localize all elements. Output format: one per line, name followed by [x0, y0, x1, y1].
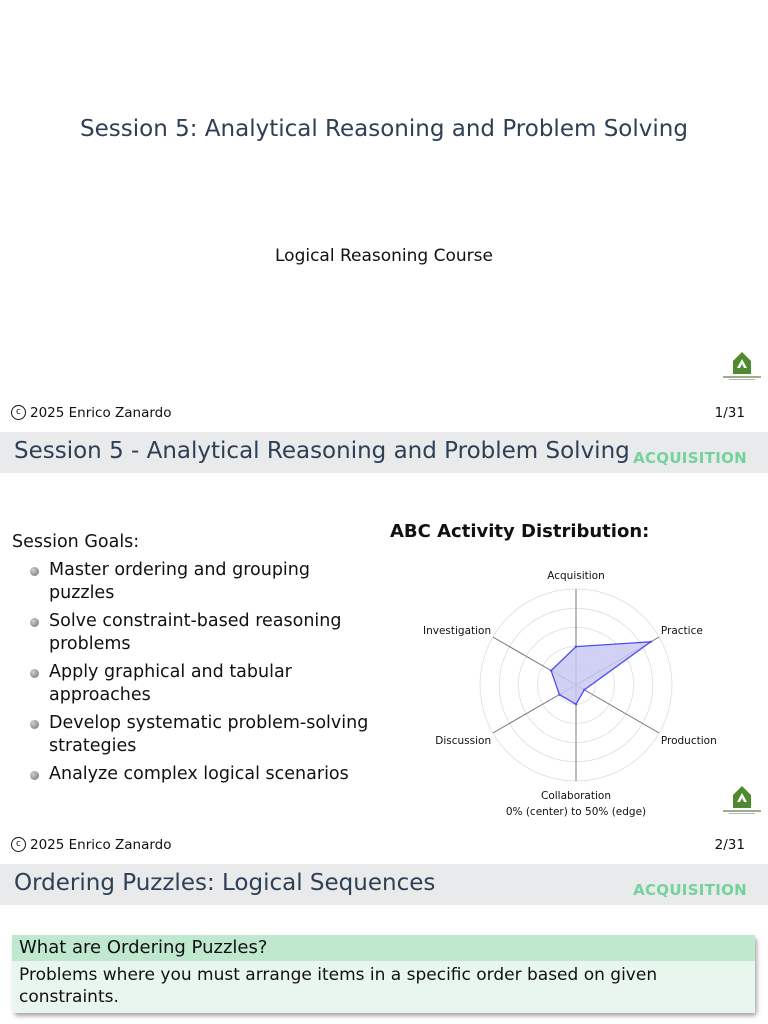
radar-point [650, 641, 652, 643]
footer-author: 2025 Enrico Zanardo [30, 405, 172, 421]
list-item: Analyze complex logical scenarios [30, 763, 375, 786]
header-bar [0, 432, 768, 473]
page-number: 2/31 [714, 837, 745, 853]
copyright-icon: c [11, 837, 26, 852]
academy-logo-icon [721, 784, 763, 816]
bullet-icon [30, 669, 39, 678]
footer-author: 2025 Enrico Zanardo [30, 837, 172, 853]
slide-header: Session 5 - Analytical Reasoning and Problem Solving [14, 438, 630, 464]
block-title: What are Ordering Puzzles? [12, 935, 755, 961]
goals-list [30, 559, 375, 791]
ordering-slide [0, 864, 768, 1024]
header-bar [0, 864, 768, 905]
radar-axis [576, 685, 659, 733]
bullet-icon [30, 720, 39, 729]
radar-category-label: Collaboration [541, 790, 611, 802]
slide-title: Session 5: Analytical Reasoning and Problem Solving [80, 116, 688, 142]
radar-point [583, 689, 585, 691]
radar-point [575, 645, 577, 647]
list-item: Develop systematic problem-solving strategies [30, 712, 375, 758]
chart-title: ABC Activity Distribution: [390, 521, 650, 542]
radar-category-label: Investigation [422, 625, 492, 637]
definition-block [12, 935, 755, 1013]
radar-category-label: Discussion [435, 735, 492, 747]
radar-series-area [551, 642, 651, 704]
copyright-icon: c [11, 405, 26, 420]
slide-subtitle: Logical Reasoning Course [275, 246, 493, 266]
list-item: Solve constraint-based reasoning problems [30, 610, 375, 656]
radar-point [575, 703, 577, 705]
title-slide [0, 0, 768, 432]
page-number: 1/31 [714, 405, 745, 421]
academy-logo-icon [721, 350, 763, 382]
radar-category-label: Practice [660, 625, 703, 637]
bullet-icon [30, 771, 39, 780]
bullet-icon [30, 567, 39, 576]
list-item: Master ordering and grouping puzzles [30, 559, 375, 605]
radar-point [550, 669, 552, 671]
radar-scale-caption: 0% (center) to 50% (edge) [505, 806, 647, 818]
phase-tag: ACQUISITION [633, 449, 747, 467]
radar-category-label: Acquisition [547, 570, 605, 582]
slide-header: Ordering Puzzles: Logical Sequences [14, 870, 436, 896]
radar-chart [422, 540, 730, 820]
goals-heading: Session Goals: [12, 532, 140, 552]
bullet-icon [30, 618, 39, 627]
list-item: Apply graphical and tabular approaches [30, 661, 375, 707]
radar-category-label: Production [660, 735, 717, 747]
radar-point [558, 693, 560, 695]
phase-tag: ACQUISITION [633, 881, 747, 899]
footer-copyright [11, 837, 172, 853]
goals-slide [0, 432, 768, 864]
footer-copyright [11, 405, 172, 421]
block-text: Problems where you must arrange items in a specific order based on given constraints. [12, 961, 755, 1013]
